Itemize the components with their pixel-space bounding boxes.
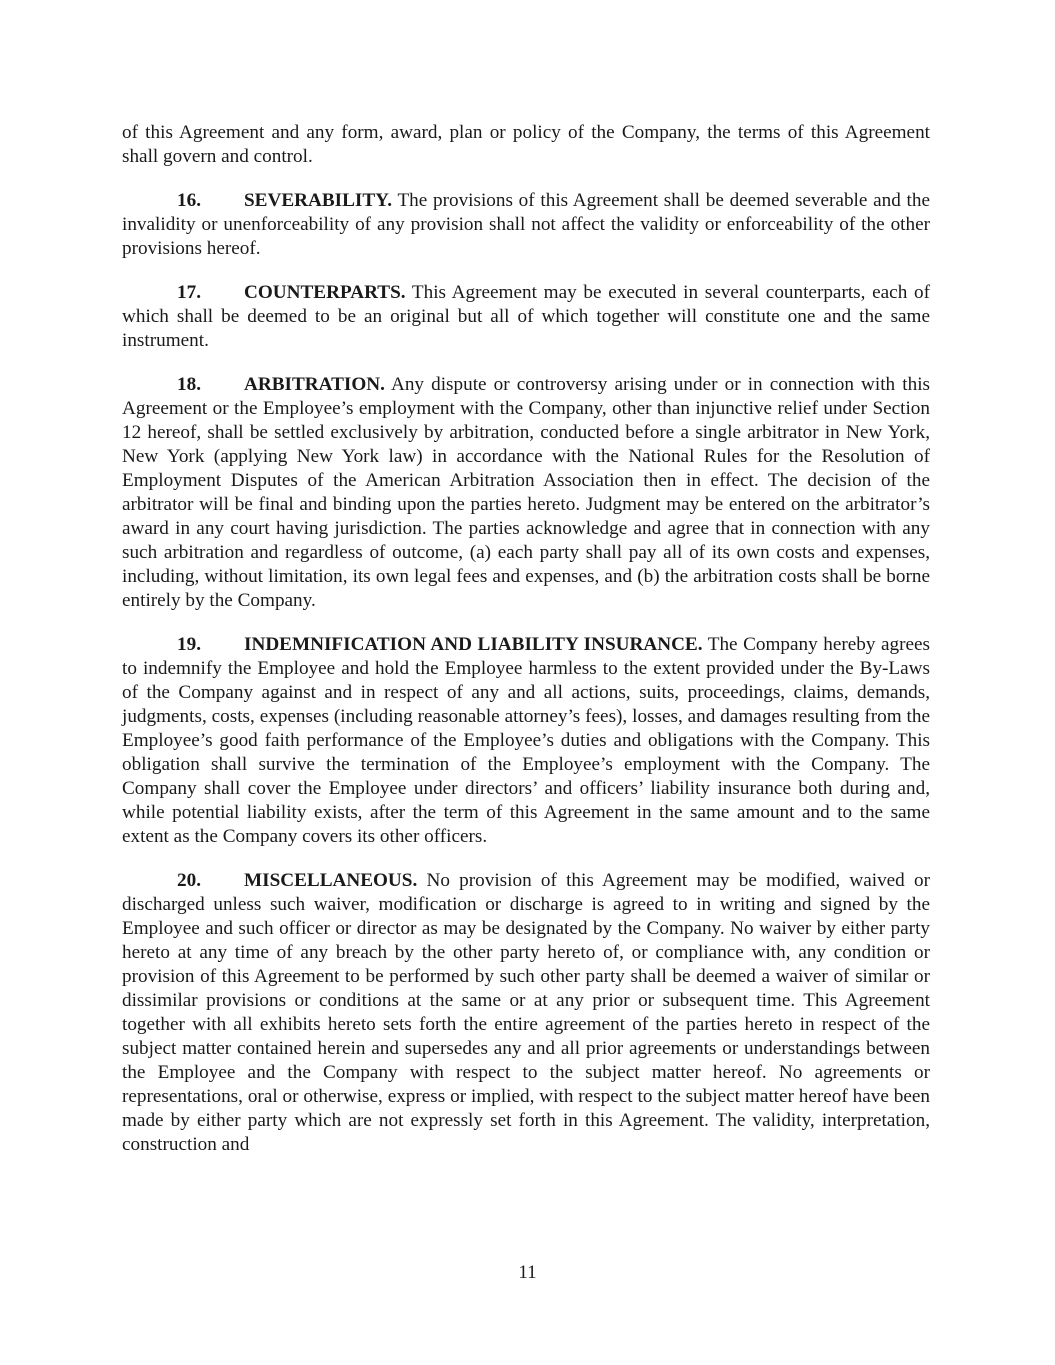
section-body: This Agreement may be executed in several counterparts, each of which shall be deemed to be an original but all of which together will constitute one and the same instrument. (122, 282, 930, 351)
section-heading: ARBITRATION. (244, 374, 385, 395)
section-heading: INDEMNIFICATION AND LIABILITY INSURANCE. (244, 634, 703, 655)
section-body: The provisions of this Agreement shall be deemed severable and the invalidity or unenforceability of any provision shall not affect the validity or enforceability of the other provisions hereof. (122, 190, 930, 259)
section-number: 20. (177, 870, 201, 891)
section-18-arbitration (122, 373, 930, 613)
section-16-severability (122, 189, 930, 261)
document-body (122, 121, 930, 1177)
section-heading: MISCELLANEOUS. (244, 870, 418, 891)
section-heading: SEVERABILITY. (244, 190, 393, 211)
section-heading: COUNTERPARTS. (244, 282, 406, 303)
section-20-miscellaneous (122, 869, 930, 1157)
section-number: 18. (177, 374, 201, 395)
section-body: Any dispute or controversy arising under or in connection with this Agreement or the Employee’s employment with the Company, other than injunctive relief under Section 12 hereof, shall be settled exclusively by arbitration, conducted before a single arbitrator in New York, New York (applying New York law) in accordance with the National Rules for the Resolution of Employment Disputes of the American Arbitration Association then in effect. The decision of the arbitrator will be final and binding upon the parties hereto. Judgment may be entered on the arbitrator’s award in any court having jurisdiction. The parties acknowledge and agree that in connection with any such arbitration and regardless of outcome, (a) each party shall pay all of its own costs and expenses, including, without limitation, its own legal fees and expenses, and (b) the arbitration costs shall be borne entirely by the Company. (122, 374, 930, 611)
section-17-counterparts (122, 281, 930, 353)
section-number: 16. (177, 190, 201, 211)
section-body: No provision of this Agreement may be modified, waived or discharged unless such waiver, modification or discharge is agreed to in writing and signed by the Employee and such officer or director as may be designated by the Company. No waiver by either party hereto at any time of any breach by the other party hereto of, or compliance with, any condition or provision of this Agreement to be performed by such other party shall be deemed a waiver of similar or dissimilar provisions or conditions at the same or at any prior or subsequent time. This Agreement together with all exhibits hereto sets forth the entire agreement of the parties hereto in respect of the subject matter contained herein and supersedes any and all prior agreements or understandings between the Employee and the Company with respect to the subject matter hereof. No agreements or representations, oral or otherwise, express or implied, with respect to the subject matter hereof have been made by either party which are not expressly set forth in this Agreement. The validity, interpretation, construction and (122, 870, 930, 1155)
section-body: The Company hereby agrees to indemnify the Employee and hold the Employee harmless to the extent provided under the By-Laws of the Company against and in respect of any and all actions, suits, proceedings, claims, demands, judgments, costs, expenses (including reasonable attorney’s fees), losses, and damages resulting from the Employee’s good faith performance of the Employee’s duties and obligations with the Company. This obligation shall survive the termination of the Employee’s employment with the Company. The Company shall cover the Employee under directors’ and officers’ liability insurance both during and, while potential liability exists, after the term of this Agreement in the same amount and to the same extent as the Company covers its other officers. (122, 634, 930, 847)
section-number: 17. (177, 282, 201, 303)
section-19-indemnification (122, 633, 930, 849)
section-number: 19. (177, 634, 201, 655)
continuation-paragraph: of this Agreement and any form, award, plan or policy of the Company, the terms of this Agreement shall govern and control. (122, 122, 930, 167)
page-number: 11 (518, 1262, 537, 1283)
